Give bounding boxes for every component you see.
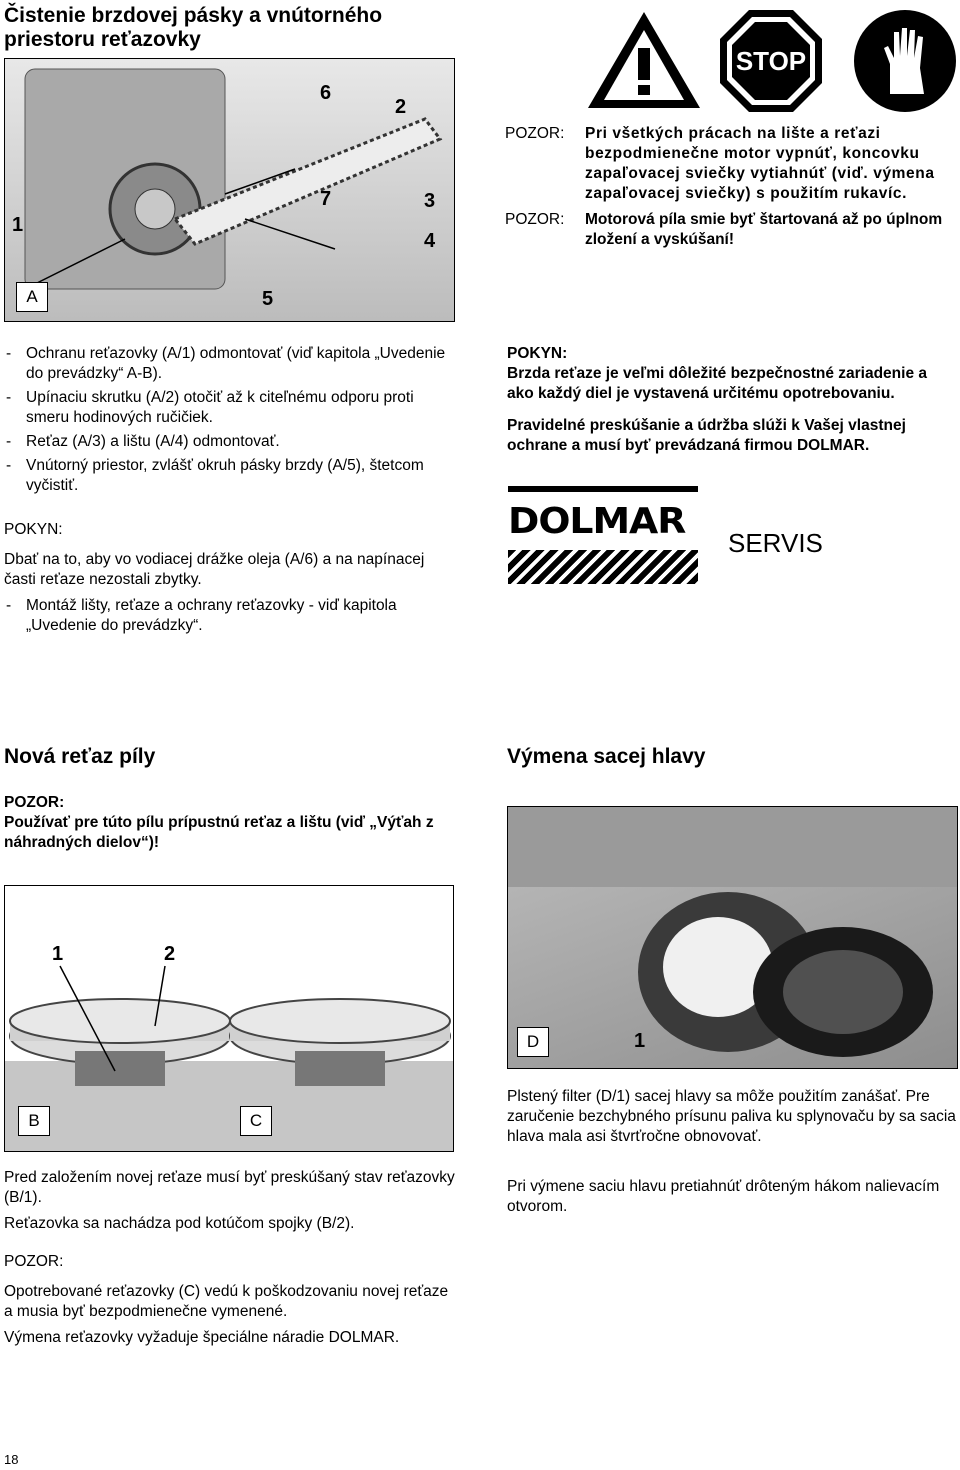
section-title-brake-cleaning: Čistenie brzdovej pásky a vnútorného priestoru reťazovky [4,4,383,51]
new-chain-text [4,1168,456,1348]
step-2: - Upínaciu skrutku (A/2) otočiť až k citeľnému odporu proti smeru hodinových ručičiek. [4,388,456,428]
figure-c-box-label: C [240,1106,272,1136]
callout-a1: 1 [12,214,24,236]
logo-stripes [508,550,698,584]
step-4: - Vnútorný priestor, zvlášť okruh pásky brzdy (A/5), štetcom vyčistiť. [4,456,456,496]
sprocket-warning-label: POZOR: [4,1253,64,1270]
figure-bc-photo [4,885,454,1152]
servis-label: SERVIS [728,528,823,558]
step-final: - Montáž lišty, reťaze a ochrany reťazovky - viď kapitola „Uvedenie do prevádzky“. [4,596,456,636]
callout-a3: 3 [424,190,436,212]
chainsaw-illustration [5,59,454,321]
new-chain-warning-text: Používať pre túto pílu prípustnú reťaz a lištu (viď „Výťah z náhradných dielov“)! [4,814,434,851]
step-1: - Ochranu reťazovky (A/1) odmontovať (viď kapitola „Uvedenie do prevádzky“ A-B). [4,344,456,384]
logo-rule [508,486,698,492]
figure-b-box-label: B [18,1106,50,1136]
new-chain-text-2: Reťazovka sa nachádza pod kotúčom spojky (B/2). [4,1215,355,1232]
warning-block-1 [505,124,957,250]
figure-d-box-label: D [517,1027,549,1057]
step-3: - Reťaz (A/3) a lištu (A/4) odmontovať. [4,432,456,452]
fuel-tank-illustration [508,807,957,1068]
sprocket-warning-text: Opotrebované reťazovky (C) vedú k poškodzovaniu novej reťaze a musia byť bezpodmienečne vymenené. [4,1283,449,1320]
right-note-text-1: Brzda reťaze je veľmi dôležité bezpečnostné zariadenie a ako každý diel je vystavená určitému opotrebovaniu. [507,365,927,402]
note-label: POKYN: [4,521,63,538]
gloves-icon [852,8,958,114]
callout-a2: 2 [395,96,407,118]
callout-a7: 7 [320,188,332,210]
stop-label: STOP [735,46,807,76]
section-title-new-chain: Nová reťaz píly [4,745,156,768]
page-number: 18 [4,1452,19,1467]
new-chain-warning-label: POZOR: [4,794,65,811]
callout-a4: 4 [424,230,436,252]
warning-triangle-icon [584,8,704,113]
figure-d-photo [507,806,958,1069]
right-note-text-2: Pravidelné preskúšanie a údržba slúži k Vašej vlastnej ochrane a musí byť prevádzaná firmou DOLMAR. [507,417,906,454]
callout-b2: 2 [164,943,176,965]
sprocket-illustration [5,886,453,1151]
new-chain-text-1: Pred založením novej reťaze musí byť preskúšaný stav reťazovky (B/1). [4,1169,455,1206]
right-note-label: POKYN: [507,345,568,362]
warning-label-2: POZOR: [505,211,565,228]
callout-a6: 6 [320,82,332,104]
figure-a-chainsaw-photo [4,58,455,322]
dolmar-logo: DOLMAR [508,501,686,542]
callout-a5: 5 [262,288,274,310]
cleaning-steps [4,344,456,640]
new-chain-warning [4,793,456,853]
callout-b1: 1 [52,943,64,965]
warning-text-2: Motorová píla smie byť štartovaná až po úplnom zložení a vyskúšaní! [585,211,943,248]
note-text: Dbať na to, aby vo vodiacej drážke oleja (A/6) a na napínacej časti reťaze nezostali zbytky. [4,551,425,588]
callout-d1: 1 [634,1030,646,1052]
warning-label-1: POZOR: [505,125,565,142]
brake-note [507,344,957,456]
suction-head-text-2: Pri výmene saciu hlavu pretiahnúť drôteným hákom nalievacím otvorom. [507,1178,940,1215]
section-title-suction-head: Výmena sacej hlavy [507,745,706,768]
stop-sign-icon [718,8,824,114]
figure-a-box-label: A [16,282,48,312]
suction-head-text [507,1087,959,1217]
warning-text-1: Pri všetkých prácach na lište a reťazi bezpodmienečne motor vypnúť, koncovku zapaľovacej sviečky vytiahnúť (viď. výmena zapaľovacej sviečky) s použitím rukavíc. [585,125,935,202]
special-tools-text: Výmena reťazovky vyžaduje špeciálne náradie DOLMAR. [4,1329,400,1346]
suction-head-text-1: Plstený filter (D/1) sacej hlavy sa môže použitím zanášať. Pre zaručenie bezchybného prísunu paliva ku splynovaču by sa sacia hlava mala asi štvrťročne obnovovať. [507,1088,956,1145]
